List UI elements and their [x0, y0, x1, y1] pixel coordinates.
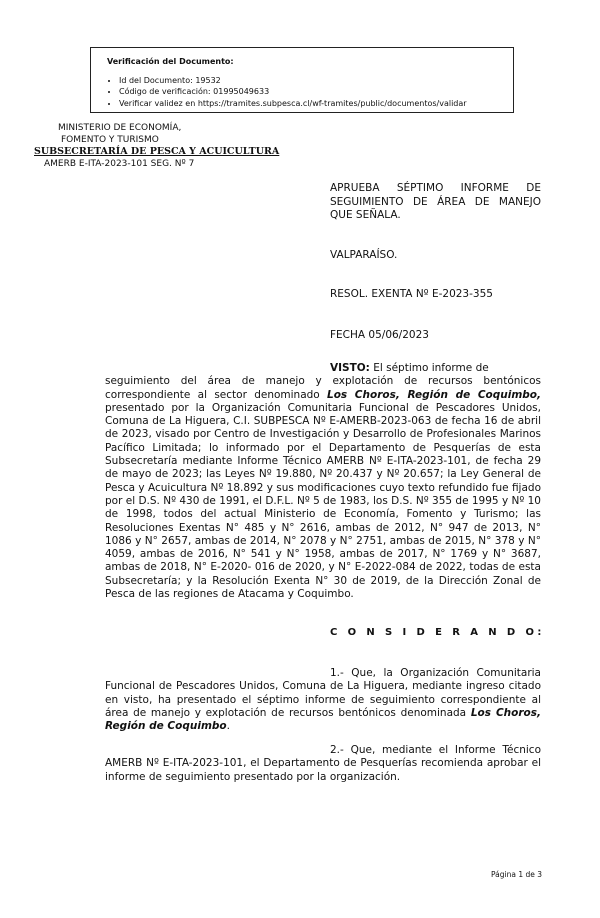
verification-document-id: • Id del Documento: 19532	[119, 75, 513, 87]
page-number: Página 1 de 3	[490, 870, 542, 879]
visto-label: VISTO:	[330, 362, 370, 374]
document-city: VALPARAÍSO.	[330, 249, 398, 261]
verification-url[interactable]: • Verificar validez en https://tramites.subpesca.cl/wf-tramites/public/documentos/validar	[119, 98, 513, 110]
considerando-heading: C O N S I D E R A N D O:	[330, 627, 545, 638]
verification-title: Verificación del Documento:	[107, 57, 234, 66]
visto-text-2: presentado por la Organización Comunitaria Funcional de Pescadores Unidos, Comuna de La Higuera, C.I. SUBPESCA Nº E-AMERB-2023-063 de fecha 16 de abril de 2023, visado por Centro de Investigación y Desarrollo de Profesionales Marinos Pacífico Limitada; lo informado por el Departamento de Pesquerías de esta Subsecretaría mediante Informe Técnico AMERB Nº E-ITA-2023-101, de fecha 29 de mayo de 2023; las Leyes Nº 19.880, Nº 20.437 y Nº 20.657; la Ley General de Pesca y Acuicultura Nº 18.892 y sus modificaciones cuyo texto refundido fue fijado por el D.S. Nº 430 de 1991, el D.F.L. Nº 5 de 1983, los D.S. Nº 355 de 1995 y Nº 10 de 1998, todos del actual Ministerio de Economía, Fomento y Turismo; las Resoluciones Exentas N° 485 y N° 2616, ambas de 2012, N° 947 de 2013, N° 1086 y N° 2657, ambas de 2014, N° 2078 y N° 2751, ambas de 2015, N° 378 y N° 4059, ambas de 2016, N° 541 y N° 1958, ambas de 2017, N° 1769 y N° 3687, ambas de 2018, N° E-2020- 016 de 2020, y N° E-2022-084 de 2022, todas de esta Subsecretaría; y la Resolución Exenta N° 30 de 2019, de la Dirección Zonal de Pesca de las regiones de Atacama y Coquimbo.	[105, 401, 541, 601]
visto-lead	[105, 362, 541, 375]
document-reference: AMERB E-ITA-2023-101 SEG. Nº 7	[44, 159, 195, 169]
ministry-name-line1: MINISTERIO DE ECONOMÍA,	[58, 123, 182, 133]
item1-body: Funcional de Pescadores Unidos, Comuna de La Higuera, mediante ingreso citado en visto, ha presentado el séptimo informe de seguimiento correspondiente al área de manejo y explotación de recursos bentónicos denominada	[105, 680, 541, 719]
resolution-number: RESOL. EXENTA Nº E-2023-355	[330, 288, 493, 300]
verification-code: • Código de verificación: 01995049633	[119, 86, 513, 98]
verification-box	[90, 47, 514, 113]
item1-lead: 1.- Que, la Organización Comunitaria	[330, 667, 541, 679]
document-title: APRUEBA SÉPTIMO INFORME DE SEGUIMIENTO DE ÁREA DE MANEJO QUE SEÑALA.	[330, 182, 541, 221]
verification-list	[107, 75, 513, 110]
considerando-item-1	[105, 667, 541, 733]
item2-lead: 2.- Que, mediante el Informe Técnico	[330, 744, 541, 756]
subsecretaria-name: SUBSECRETARÍA DE PESCA Y ACUICULTURA	[34, 146, 280, 157]
visto-lead-text: El séptimo informe de	[369, 362, 489, 374]
visto-paragraph	[105, 362, 541, 601]
resolution-date: FECHA 05/06/2023	[330, 329, 429, 341]
item1-end: .	[226, 720, 230, 733]
item1-place: Los Choros, Región de Coquimbo	[105, 706, 542, 733]
ministry-name-line2: FOMENTO Y TURISMO	[61, 135, 159, 145]
visto-place: Los Choros, Región de Coquimbo,	[327, 388, 541, 401]
visto-text-1: seguimiento del área de manejo y explotación de recursos bentónicos correspondiente al sector denominado	[105, 375, 541, 401]
item2-body: AMERB Nº E-ITA-2023-101, el Departamento de Pesquerías recomienda aprobar el informe de seguimiento presentado por la organización.	[105, 757, 541, 783]
considerando-item-2	[105, 744, 541, 784]
ministry-header	[34, 122, 284, 170]
